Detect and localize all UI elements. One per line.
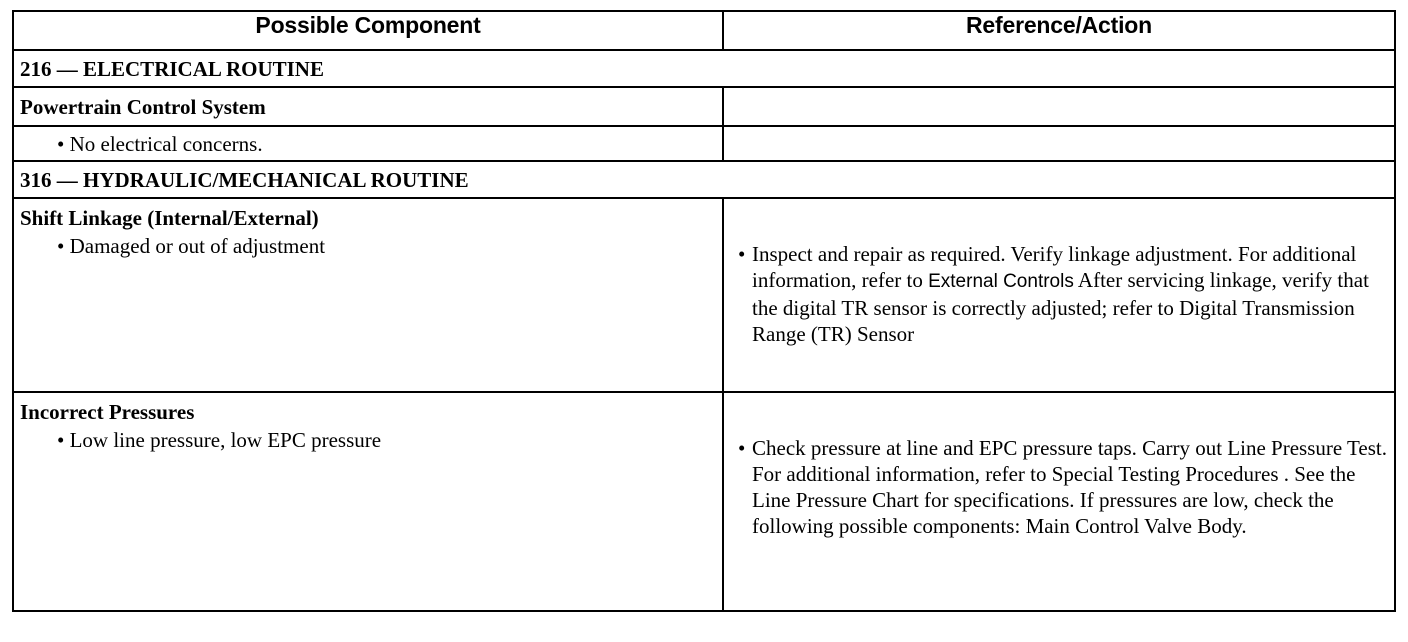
table-row-incorrect-pressures (13, 392, 1395, 611)
bullet-icon: • (57, 428, 65, 452)
bullet-icon: • (738, 436, 746, 460)
action-text-incorrect-pressures: • Check pressure at line and EPC pressure taps. Carry out Line Pressure Test. For additional information, refer to Special Testing Procedures . See the Line Pressure Chart for specifications. If pressures are low, check the following possible components: Main Control Valve Body. (738, 436, 1387, 538)
list-item (20, 427, 722, 453)
header-possible-component: Possible Component (13, 11, 723, 50)
list-item (14, 131, 722, 157)
table-row-shift-linkage (13, 198, 1395, 392)
empty-action-cell (723, 87, 1395, 126)
section-row-hydraulic (13, 161, 1395, 198)
bullet-icon: • (738, 242, 746, 266)
table-header-row (13, 11, 1395, 50)
action-text-shift-linkage: • Inspect and repair as required. Verify linkage adjustment. For additional information, refer to External Controls After servicing linkage, verify that the digital TR sensor is correctly adjusted; refer to Digital Transmission Range (TR) Sensor (738, 242, 1369, 346)
group-title-incorrect-pressures: Incorrect Pressures (20, 400, 195, 424)
bullet-icon: • (57, 131, 65, 156)
item-text-low-pressure: Low line pressure, low EPC pressure (69, 428, 382, 452)
group-title-shift-linkage: Shift Linkage (Internal/External) (20, 206, 319, 230)
external-controls-reference: External Controls (928, 271, 1074, 292)
empty-action-cell (723, 126, 1395, 161)
diagnostic-table (12, 10, 1396, 612)
list-item (20, 233, 722, 259)
group-title-powertrain: Powertrain Control System (20, 94, 266, 119)
section-title-electrical: 216 — ELECTRICAL ROUTINE (20, 56, 324, 81)
bullet-icon: • (57, 234, 65, 258)
group-row-powertrain (13, 87, 1395, 126)
item-row-no-electrical (13, 126, 1395, 161)
section-title-hydraulic: 316 — HYDRAULIC/MECHANICAL ROUTINE (20, 167, 469, 192)
section-row-electrical (13, 50, 1395, 87)
item-text-no-electrical: No electrical concerns. (69, 131, 263, 156)
item-text-damaged: Damaged or out of adjustment (69, 234, 326, 258)
header-reference-action: Reference/Action (723, 11, 1395, 50)
